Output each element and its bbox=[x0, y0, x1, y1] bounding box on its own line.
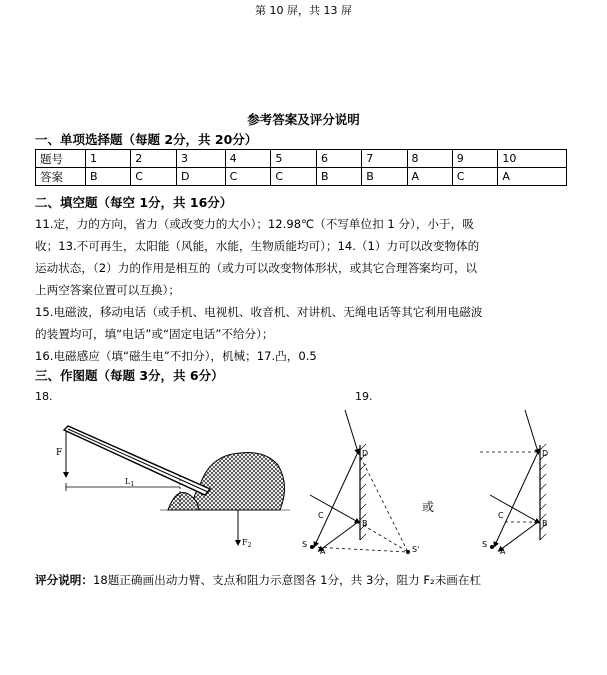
table-cell: 8 bbox=[407, 150, 452, 168]
figure19-diagram-b bbox=[470, 400, 580, 570]
point-S-image-label: S' bbox=[412, 545, 420, 554]
table-cell: B bbox=[86, 168, 131, 186]
table-cell: 3 bbox=[176, 150, 225, 168]
text-line: 15.电磁波，移动电话（或手机、电视机、收音机、对讲机、无绳电话等其它利用电磁波 bbox=[35, 305, 483, 319]
table-cell: C bbox=[225, 168, 271, 186]
point-C-label: C bbox=[318, 511, 324, 520]
table-cell: 9 bbox=[452, 150, 498, 168]
row-label-number: 题号 bbox=[36, 150, 86, 168]
text-line: 11.定，力的方向，省力（或改变力的大小）；12.98℃（不写单位扣 1 分），小于，吸 bbox=[35, 217, 474, 231]
figure18-number: 18. bbox=[35, 390, 53, 403]
figure19-number: 19. bbox=[355, 390, 373, 403]
scoring-note-label: 评分说明： bbox=[35, 573, 93, 587]
table-cell: 10 bbox=[498, 150, 567, 168]
or-text: 或 bbox=[422, 500, 435, 514]
point-A-label: A bbox=[320, 547, 326, 556]
document-title: 参考答案及评分说明 bbox=[247, 112, 360, 127]
text-line: 的装置均可，填“电话”或“固定电话”不给分）； bbox=[35, 327, 274, 341]
table-cell: C bbox=[452, 168, 498, 186]
section2-heading: 二、填空题（每空 1分，共 16分） bbox=[35, 195, 233, 210]
table-cell: B bbox=[317, 168, 362, 186]
arm-label: $L_1$ bbox=[125, 477, 135, 488]
table-cell: A bbox=[407, 168, 452, 186]
rock-shape bbox=[193, 453, 284, 511]
point-B-label: B bbox=[362, 519, 368, 528]
scoring-note-text: 18题正确画出动力臂、支点和阻力示意图各 1分，共 3分，阻力 F₂未画在杠 bbox=[92, 573, 482, 587]
point-D-label: D bbox=[542, 449, 549, 458]
section1-heading: 一、单项选择题（每题 2分，共 20分） bbox=[35, 132, 258, 147]
table-row-answers bbox=[36, 168, 567, 186]
point-D-label: D bbox=[362, 449, 369, 458]
table-cell: 4 bbox=[225, 150, 271, 168]
page-header: 第 10 屏，共 13 屏 bbox=[255, 4, 352, 17]
force-label: F bbox=[56, 448, 63, 458]
scoring-note bbox=[35, 572, 575, 588]
text-line: 上两空答案位置可以互换）； bbox=[35, 283, 180, 297]
table-cell: A bbox=[498, 168, 567, 186]
point-A-label: A bbox=[500, 547, 506, 556]
table-cell: 5 bbox=[271, 150, 317, 168]
fill-in-answers bbox=[35, 213, 570, 367]
table-cell: C bbox=[131, 168, 177, 186]
fulcrum-stone bbox=[168, 493, 198, 510]
table-cell: 7 bbox=[362, 150, 407, 168]
table-row-numbers bbox=[36, 150, 567, 168]
table-cell: 6 bbox=[317, 150, 362, 168]
figure19-diagram-a bbox=[290, 400, 430, 570]
text-line: 收；13.不可再生，太阳能（风能，水能，生物质能均可）；14.（1）力可以改变物体的 bbox=[35, 239, 480, 253]
point-S-label: S bbox=[482, 540, 488, 549]
table-cell: D bbox=[176, 168, 225, 186]
answer-table bbox=[35, 149, 567, 186]
point-S-label: S bbox=[302, 540, 308, 549]
table-cell: C bbox=[271, 168, 317, 186]
figure18-lever-diagram bbox=[50, 415, 290, 565]
point-C-label: C bbox=[498, 511, 504, 520]
resistance-label: $F_2$ bbox=[242, 538, 252, 549]
text-line: 运动状态，（2）力的作用是相互的（或力可以改变物体形状，或其它合理答案均可，以 bbox=[35, 261, 478, 275]
table-cell: 1 bbox=[86, 150, 131, 168]
point-B-label: B bbox=[542, 519, 548, 528]
row-label-answer: 答案 bbox=[36, 168, 86, 186]
section3-heading: 三、作图题（每题 3分，共 6分） bbox=[35, 368, 224, 383]
table-cell: 2 bbox=[131, 150, 177, 168]
table-cell: B bbox=[362, 168, 407, 186]
text-line: 16.电磁感应（填“磁生电”不扣分），机械；17.凸，0.5 bbox=[35, 349, 317, 363]
